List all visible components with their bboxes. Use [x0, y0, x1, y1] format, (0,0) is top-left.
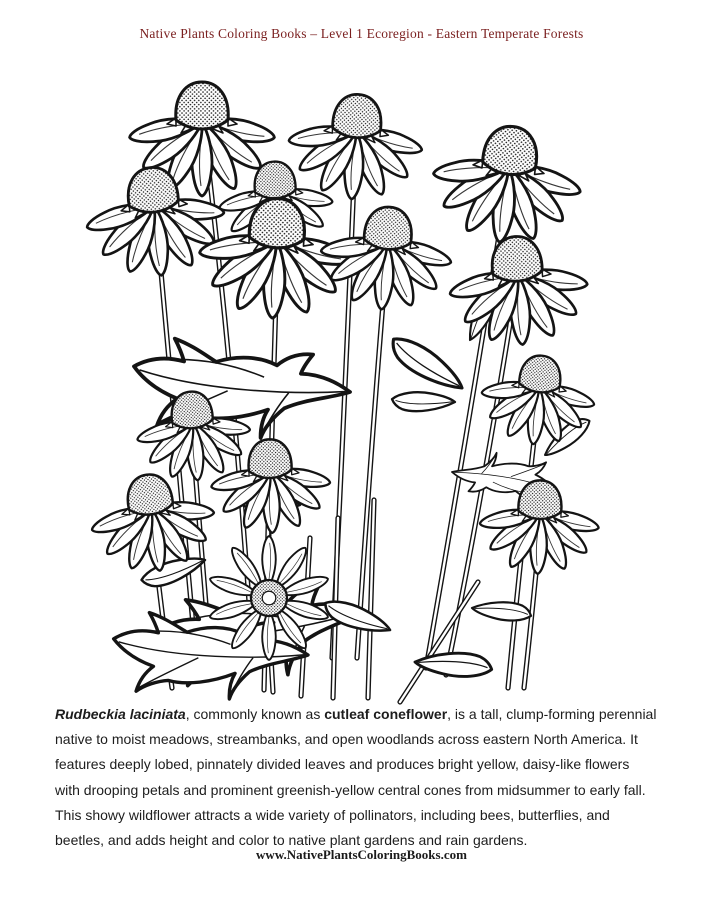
coneflower	[444, 232, 593, 350]
text-line: native to moist meadows, streambanks, and open woodlands across eastern North America. It	[55, 731, 638, 748]
coneflower	[424, 117, 589, 251]
coneflower	[283, 90, 427, 204]
lance-leaf	[471, 596, 533, 624]
text-line: This showy wildflower attracts a wide variety of pollinators, including bees, butterflies, and	[55, 806, 610, 823]
plant-description	[55, 702, 695, 853]
lance-leaf	[391, 390, 455, 415]
lance-leaf	[139, 553, 209, 590]
text-line: Rudbeckia laciniata, commonly known as cutleaf coneflower, is a tall, clump-forming perennial	[55, 706, 657, 722]
text-line: beetles, and adds height and color to native plant gardens and rain gardens.	[55, 831, 528, 848]
lance-leaf	[414, 647, 494, 681]
website-url: www.NativePlantsColoringBooks.com	[256, 847, 467, 862]
page-header: Native Plants Coloring Books – Level 1 Ecoregion - Eastern Temperate Forests	[139, 26, 584, 41]
text-line: with drooping petals and prominent greenish-yellow central cones from midsummer to early fall.	[55, 781, 646, 798]
text-line: features deeply lobed, pinnately divided leaves and produces bright yellow, daisy-like flowers	[55, 756, 630, 773]
coneflower	[477, 478, 602, 576]
lance-leaf	[385, 329, 467, 401]
